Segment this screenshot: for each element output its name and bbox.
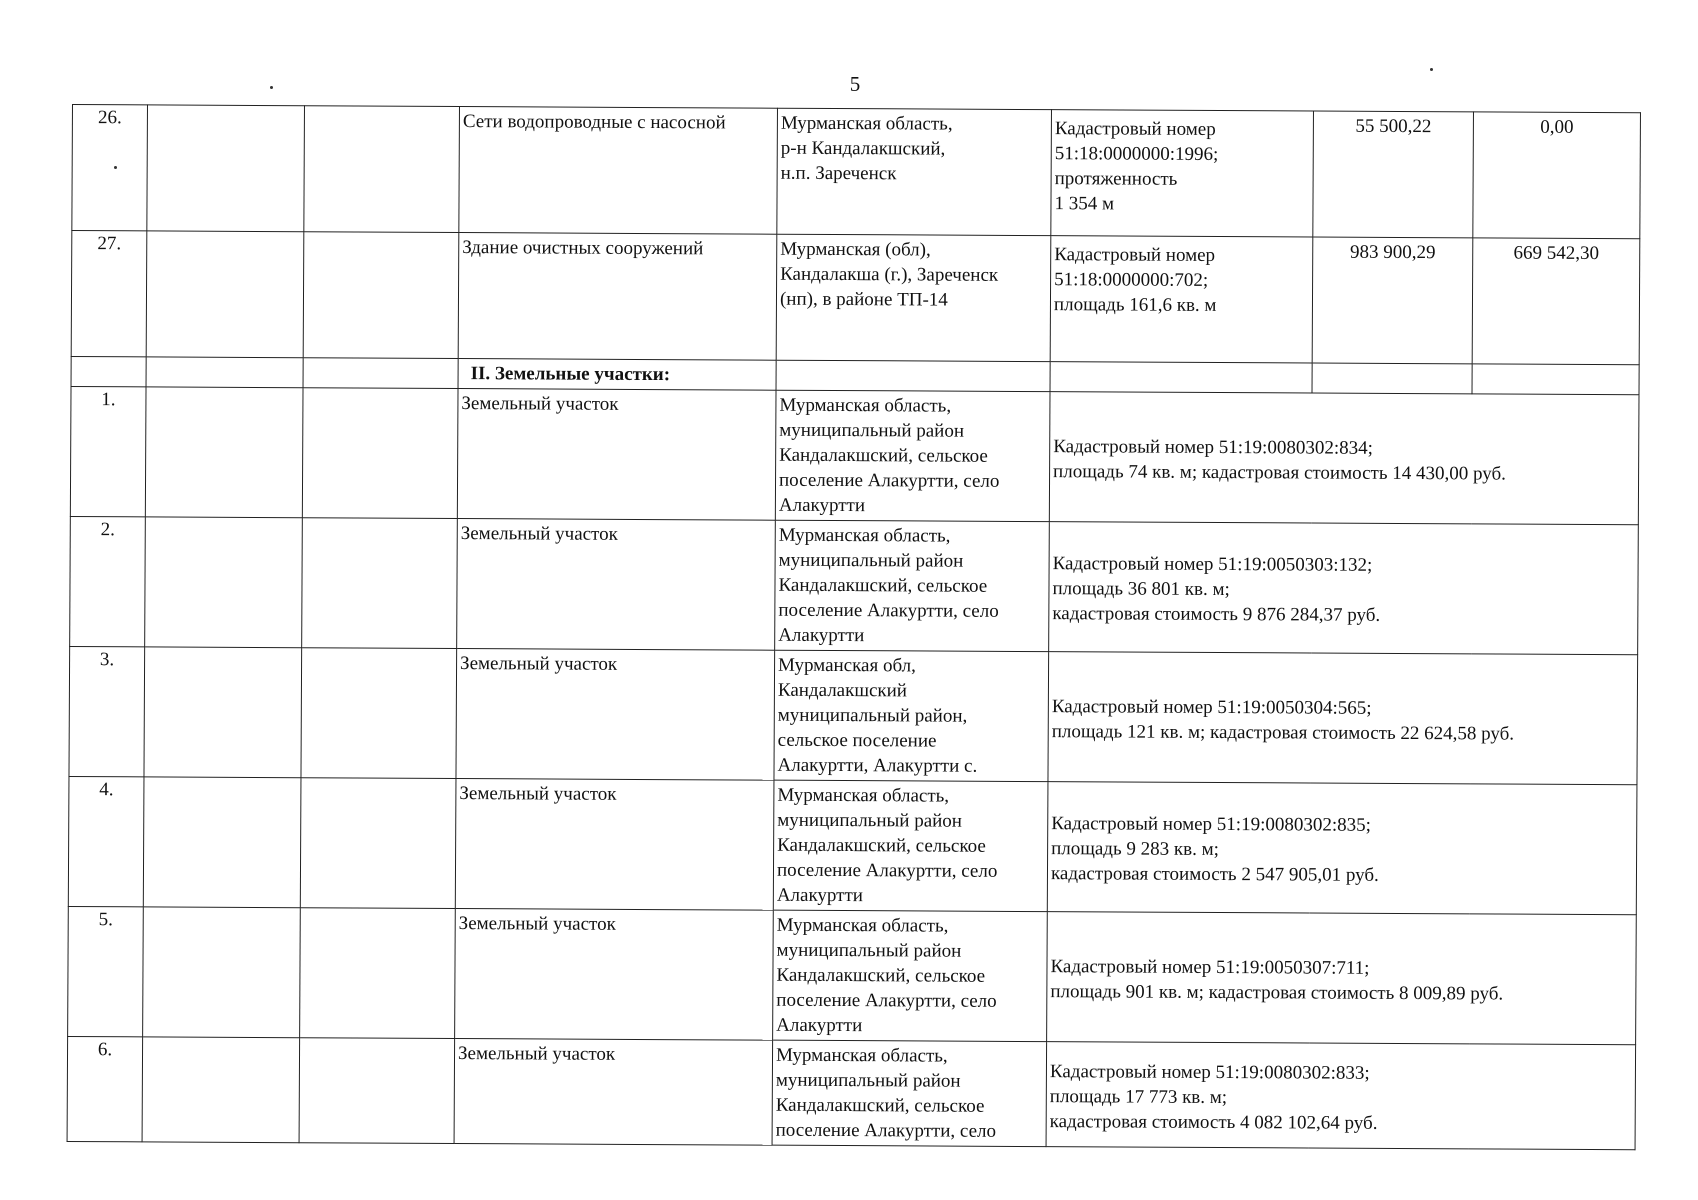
empty-cell <box>146 357 303 388</box>
object-details <box>1051 110 1314 237</box>
details-line: площадь 901 кв. м; кадастровая стоимость 8 009,89 руб. <box>1050 980 1504 1005</box>
row-number: 3. <box>69 646 145 776</box>
object-name: Сети водопроводные с насосной <box>459 107 778 235</box>
address-line: Кандалакшский, сельское <box>779 444 988 467</box>
details-line: площадь 17 773 кв. м; <box>1049 1085 1228 1108</box>
address-line: Алакуртти <box>778 624 865 647</box>
details-line: Кадастровый номер 51:19:0080302:834; <box>1053 435 1373 459</box>
details-line: площадь 161,6 кв. м <box>1053 294 1217 316</box>
land-name: Земельный участок <box>454 1039 773 1146</box>
scan-speck <box>114 166 117 169</box>
empty-cell <box>143 907 301 1038</box>
details-line: Кадастровый номер 51:19:0080302:835; <box>1051 813 1372 836</box>
scan-speck <box>270 86 273 89</box>
land-details <box>1047 912 1637 1045</box>
address-line: муниципальный район <box>779 419 965 442</box>
details-line: кадастровая стоимость 4 082 102,64 руб. <box>1049 1110 1378 1134</box>
address-line: Мурманская область, <box>778 524 951 547</box>
land-details <box>1049 392 1639 525</box>
balance-value: 55 500,22 <box>1313 111 1474 238</box>
section-title: II. Земельные участки: <box>458 359 776 391</box>
residual-value: 669 542,30 <box>1472 238 1640 365</box>
address-line: поселение Алакуртти, село <box>776 989 997 1012</box>
address-line: Мурманская обл, <box>778 654 916 677</box>
balance-value: 983 900,29 <box>1312 237 1473 364</box>
details-line: Кадастровый номер 51:19:0050307:711; <box>1050 955 1370 979</box>
address-line: Алакуртти <box>778 494 866 517</box>
address-line: Мурманская область, <box>776 914 949 937</box>
details-line: Кадастровый номер 51:19:0080302:833; <box>1049 1060 1370 1084</box>
land-address <box>773 780 1048 911</box>
empty-cell <box>147 105 305 232</box>
empty-cell <box>302 388 458 519</box>
empty-cell <box>1050 362 1312 393</box>
address-line: Алакуртти <box>776 1014 863 1037</box>
address-line: Мурманская область, <box>780 112 953 135</box>
property-table <box>67 104 1641 1150</box>
address-line: Мурманская область, <box>777 784 950 807</box>
empty-cell <box>1312 363 1472 394</box>
row-number: 1. <box>70 386 146 516</box>
row-number: 5. <box>68 906 144 1036</box>
address-line: Мурманская область, <box>775 1044 948 1067</box>
object-details <box>1050 236 1313 363</box>
object-address <box>776 234 1051 361</box>
page-number: 5 <box>849 72 861 96</box>
address-line: сельское поселение <box>777 729 937 752</box>
land-details <box>1047 782 1637 915</box>
address-line: Кандалакшский <box>777 679 908 702</box>
land-details <box>1046 1042 1636 1150</box>
address-line: поселение Алакуртти, село <box>778 599 999 622</box>
empty-cell <box>145 387 303 518</box>
land-name: Земельный участок <box>455 909 774 1041</box>
details-line: площадь 121 кв. м; кадастровая стоимость 22 624,58 руб. <box>1051 720 1515 745</box>
land-details <box>1048 652 1638 785</box>
land-address <box>775 520 1050 651</box>
empty-cell <box>300 778 456 909</box>
empty-cell <box>776 360 1050 391</box>
details-line: 51:18:0000000:702; <box>1054 269 1209 291</box>
address-line: (нп), в районе ТП-14 <box>779 288 948 311</box>
land-name: Земельный участок <box>455 779 774 911</box>
land-name: Земельный участок <box>457 389 776 521</box>
address-line: муниципальный район <box>775 1069 961 1092</box>
empty-cell <box>303 358 458 389</box>
land-address <box>773 910 1048 1041</box>
address-line: муниципальный район <box>776 939 962 962</box>
object-name: Здание очистных сооружений <box>458 233 777 361</box>
address-line: н.п. Зареченск <box>780 162 897 185</box>
scan-speck <box>1430 68 1433 71</box>
address-line: Алакуртти, Алакуртти с. <box>777 754 978 777</box>
empty-cell <box>146 231 304 358</box>
residual-value: 0,00 <box>1473 112 1641 239</box>
address-line: Мурманская область, <box>779 394 952 417</box>
row-number: 26. <box>72 105 148 231</box>
empty-cell <box>145 517 303 648</box>
empty-cell <box>143 777 301 908</box>
details-line: Кадастровый номер 51:19:0050304:565; <box>1051 695 1372 719</box>
details-line: площадь 74 кв. м; кадастровая стоимость 14 430,00 руб. <box>1053 460 1506 485</box>
empty-cell <box>144 647 302 778</box>
empty-cell <box>300 908 456 1039</box>
address-line: Кандалакшский, сельское <box>777 834 986 857</box>
land-address <box>772 1040 1047 1146</box>
empty-cell <box>303 232 459 359</box>
empty-cell <box>304 106 460 233</box>
empty-cell <box>142 1037 300 1143</box>
address-line: Кандалакшский, сельское <box>775 1094 985 1117</box>
details-line: 51:18:0000000:1996; <box>1054 143 1219 166</box>
address-line: муниципальный район <box>778 549 964 572</box>
land-row <box>68 906 1637 1044</box>
details-line: Кадастровый номер <box>1054 118 1216 140</box>
address-line: Кандалакшский, сельское <box>778 574 988 597</box>
details-line: 1 354 м <box>1054 193 1115 215</box>
address-line: р-н Кандалакшский, <box>780 137 946 160</box>
land-row <box>68 776 1637 914</box>
address-line: поселение Алакуртти, село <box>776 859 998 882</box>
empty-cell <box>302 518 458 649</box>
land-row <box>67 1036 1636 1149</box>
land-row <box>69 646 1638 784</box>
object-address <box>777 108 1052 235</box>
row-number: 4. <box>68 776 144 906</box>
details-line: Кадастровый номер 51:19:0050303:132; <box>1052 553 1373 576</box>
land-details <box>1049 522 1639 655</box>
row-number: 27. <box>71 231 147 357</box>
object-row <box>71 231 1640 365</box>
address-line: муниципальный район <box>777 809 963 832</box>
details-line: протяженность <box>1054 168 1178 190</box>
empty-cell <box>71 356 146 386</box>
row-number: 6. <box>67 1036 143 1141</box>
details-line: кадастровая стоимость 2 547 905,01 руб. <box>1050 863 1379 886</box>
object-row <box>72 105 1641 239</box>
land-name: Земельный участок <box>456 649 775 781</box>
details-line: площадь 9 283 кв. м; <box>1051 838 1219 861</box>
empty-cell <box>1472 364 1639 395</box>
land-name: Земельный участок <box>457 519 776 651</box>
address-line: Мурманская (обл), <box>780 238 931 261</box>
land-address <box>774 650 1049 781</box>
address-line: муниципальный район, <box>777 704 968 727</box>
details-line: кадастровая стоимость 9 876 284,37 руб. <box>1052 603 1381 626</box>
address-line: Кандалакшский, сельское <box>776 964 986 987</box>
address-line: Кандалакша (г.), Зареченск <box>780 263 999 286</box>
empty-cell <box>299 1038 455 1144</box>
land-row <box>70 516 1639 654</box>
address-line: Алакуртти <box>776 884 864 907</box>
row-number: 2. <box>70 516 146 646</box>
empty-cell <box>301 648 457 779</box>
land-address <box>775 390 1050 521</box>
land-row <box>70 386 1639 524</box>
details-line: Кадастровый номер <box>1054 244 1216 266</box>
address-line: поселение Алакуртти, село <box>775 1119 997 1142</box>
address-line: поселение Алакуртти, село <box>778 469 1000 492</box>
details-line: площадь 36 801 кв. м; <box>1052 578 1230 601</box>
